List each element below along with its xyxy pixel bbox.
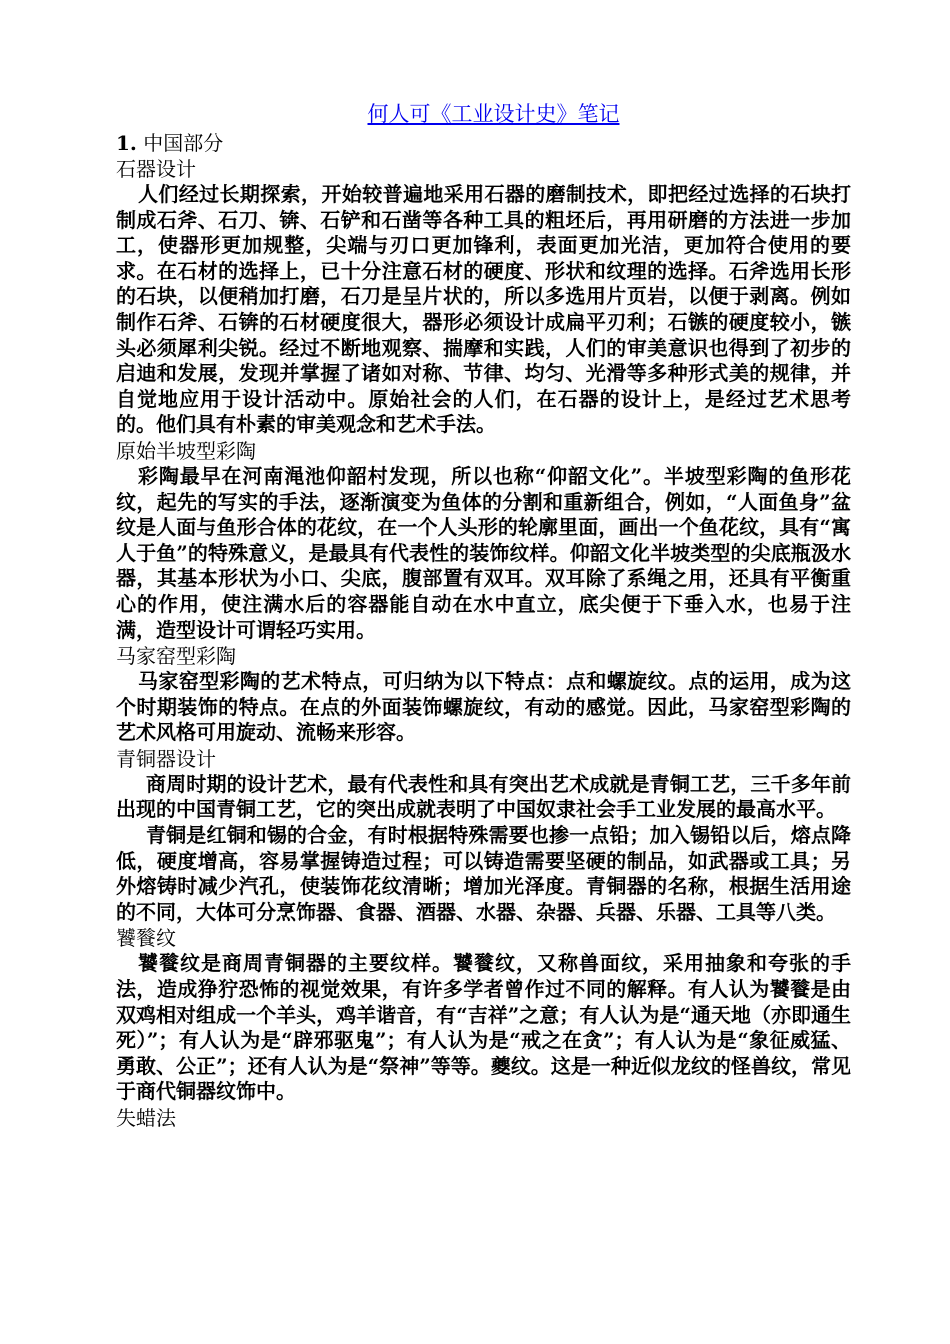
paragraph-majiayao-pottery: 马家窑型彩陶的艺术特点，可归纳为以下特点：点和螺旋纹。点的运用，成为这个时期装饰的特点。在点的外面装饰螺旋纹，有动的感觉。因此，马家窑型彩陶的艺术风格可用旋动、流畅来形容。: [116, 669, 851, 745]
heading-taotie-pattern: 饕餮纹: [116, 926, 176, 951]
paragraph-taotie-pattern: 饕餮纹是商周青铜器的主要纹样。饕餮纹，又称兽面纹，采用抽象和夸张的手法，造成狰狞恐怖的视觉效果，有许多学者曾作过不同的解释。有人认为饕餮是由双鸡相对组成一个羊头，鸡羊谐音，有“吉祥”之意；有人认为是“通天地（亦即通生死）”；有人认为是“辟邪驱鬼”；有人认为是“戒之在贪”；有人认为是“象征威猛、勇敢、公正”；还有人认为是“祭神”等等。夔纹。这是一种近似龙纹的怪兽纹，常见于商代铜器纹饰中。: [116, 951, 851, 1104]
section-label: 中国部分: [143, 131, 224, 155]
heading-stone-tools: 石器设计: [116, 157, 196, 181]
document-page: [116, 98, 851, 1131]
section-heading: [116, 130, 851, 156]
paragraph-banpo-pottery: 彩陶最早在河南渑池仰韶村发现，所以也称“仰韶文化”。半坡型彩陶的鱼形花纹，起先的写实的手法，逐渐演变为鱼体的分割和重新组合，例如，“人面鱼身”盆纹是人面与鱼形合体的花纹，在一个人头形的轮廓里面，画出一个鱼花纹，具有“寓人于鱼”的特殊意义，是最具有代表性的装饰纹样。仰韶文化半坡类型的尖底瓶汲水器，其基本形状为小口、尖底，腹部置有双耳。双耳除了系绳之用，还具有平衡重心的作用，使注满水后的容器能自动在水中直立，底尖便于下垂入水，也易于注满，造型设计可谓轻巧实用。: [116, 463, 851, 642]
heading-majiayao-pottery: 马家窑型彩陶: [116, 644, 236, 669]
paragraph-bronze-alloy: 青铜是红铜和锡的合金，有时根据特殊需要也掺一点铅；加入锡铅以后，熔点降低，硬度增高，容易掌握铸造过程；可以铸造需要坚硬的制品，如武器或工具；另外熔铸时减少汽孔，使装饰花纹清晰；增加光泽度。青铜器的名称，根据生活用途的不同，大体可分烹饰器、食器、酒器、水器、杂器、兵器、乐器、工具等八类。: [116, 823, 851, 924]
heading-banpo-pottery: 原始半坡型彩陶: [116, 438, 256, 463]
document-title[interactable]: 何人可《工业设计史》笔记: [367, 102, 620, 126]
heading-bronze-design: 青铜器设计: [116, 746, 216, 771]
heading-lost-wax: 失蜡法: [116, 1106, 176, 1130]
section-number: 1.: [116, 131, 137, 155]
paragraph-stone-tools: 人们经过长期探索，开始较普遍地采用石器的磨制技术，即把经过选择的石块打制成石斧、石刀、锛、石铲和石凿等各种工具的粗坯后，再用研磨的方法进一步加工，使器形更加规整，尖端与刃口更加锋利，表面更加光洁，更加符合使用的要求。在石材的选择上，已十分注意石材的硬度、形状和纹理的选择。石斧选用长形的石块，以便稍加打磨，石刀是呈片状的，所以多选用片页岩，以便于剥离。例如制作石斧、石锛的石材硬度很大，器形必须设计成扁平刃利；石镞的硬度较小，镞头必须犀利尖锐。经过不断地观察、揣摩和实践，人们的审美意识也得到了初步的启迪和发展，发现并掌握了诸如对称、节律、均匀、光滑等多种形式美的规律，并自觉地应用于设计活动中。原始社会的人们，在石器的设计上，是经过艺术思考的。他们具有朴素的审美观念和艺术手法。: [116, 182, 851, 437]
paragraph-bronze-intro: 商周时期的设计艺术，最有代表性和具有突出艺术成就是青铜工艺，三千多年前出现的中国青铜工艺，它的突出成就表明了中国奴隶社会手工业发展的最高水平。: [116, 771, 851, 822]
